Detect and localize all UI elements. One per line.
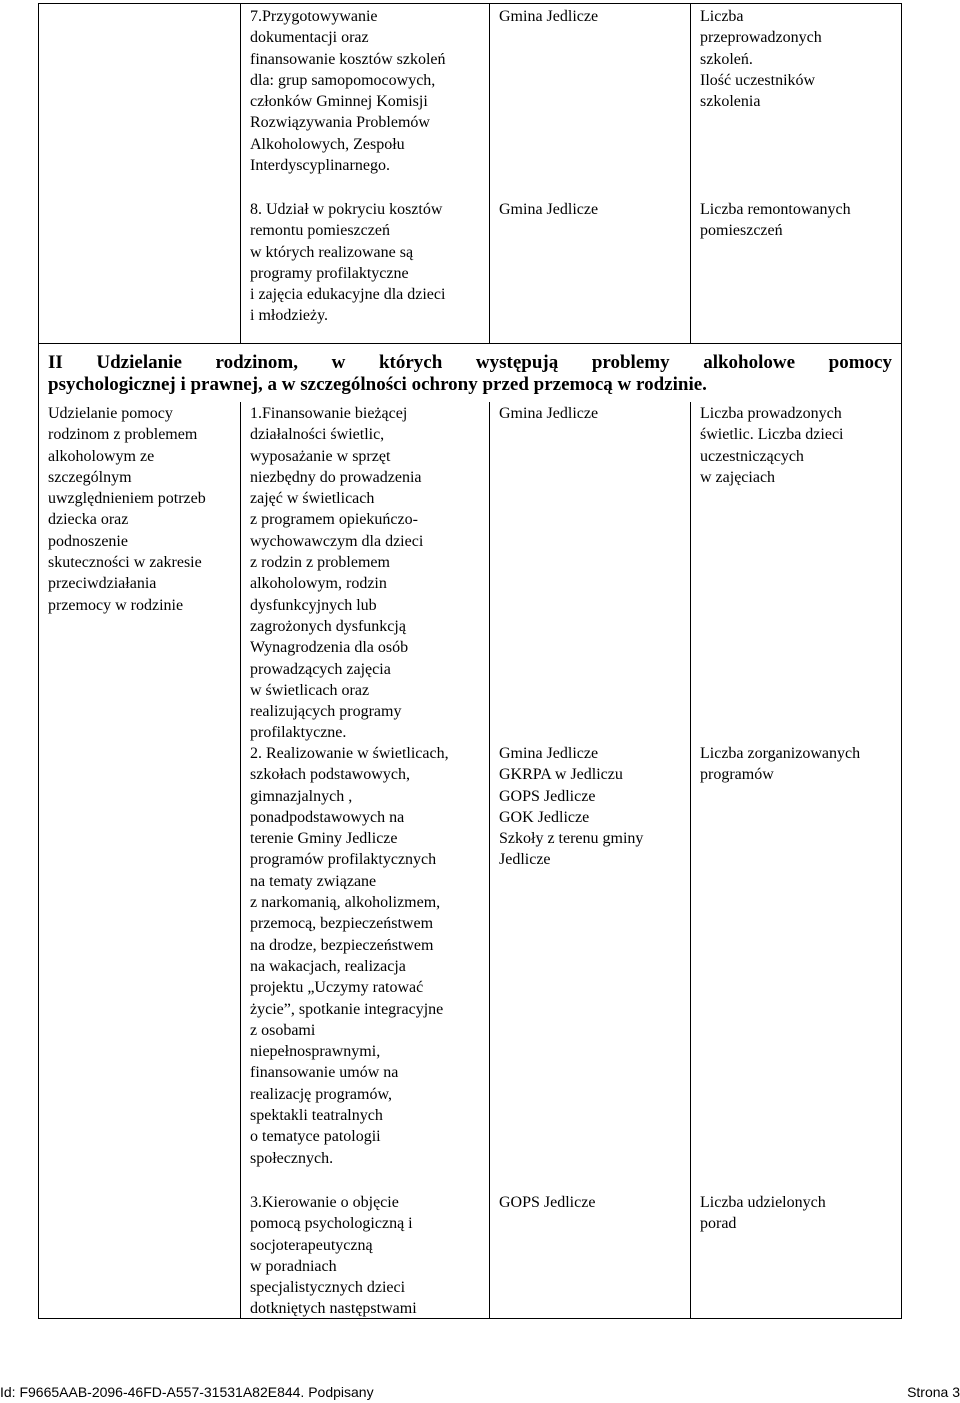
task-7-text: 7.Przygotowywanie dokumentacji oraz finansowanie kosztów szkoleń dla: grup samopomocowych, członków Gminnej Komisji Rozwiązywania Problemów Alkoholowych, Zespołu Interdyscyplinarnego.: [250, 8, 446, 175]
column-divider-1-lower: [240, 402, 241, 1319]
task-2-indicator: Liczba zorganizowanych programów: [700, 745, 861, 784]
task-3-indicator: Liczba udzielonych porad: [700, 1194, 826, 1233]
task-7-indicator: Liczba przeprowadzonych szkoleń. Ilość uczestników szkolenia: [700, 8, 822, 111]
task-1-text: 1.Finansowanie bieżącej działalności świetlic, wyposażanie w sprzęt niezbędny do prowadzenia zajęć w świetlicach z programem opiekuńczo- wychowawczym dla dzieci z rodzin z problemem alkoholowym, rodzin dysfunkcyjnych lub zagrożonych dysfunkcją Wynagrodzenia dla osób prowadzących zajęcia w świetlicach oraz realizujących programy profilaktyczne.: [250, 405, 424, 742]
task-1-entity: Gmina Jedlicze: [499, 405, 599, 422]
task-2-entity: Gmina Jedlicze GKRPA w Jedliczu GOPS Jedlicze GOK Jedlicze Szkoły z terenu gminy Jedlicze: [499, 745, 644, 869]
section-heading-line2: psychologicznej i prawnej, a w szczególności ochrony przed przemocą w rodzinie.: [48, 374, 707, 395]
task-3-text: 3.Kierowanie o objęcie pomocą psychologiczną i socjoterapeutyczną w poradniach specjalistycznych dzieci dotkniętych następstwami: [250, 1194, 417, 1318]
column-divider-1: [240, 3, 241, 343]
page-number: Strona 3: [907, 1384, 960, 1400]
column-divider-2-lower: [489, 402, 490, 1319]
column-divider-2: [489, 3, 490, 343]
task-8-indicator: Liczba remontowanych pomieszczeń: [700, 201, 851, 240]
task-8-text: 8. Udział w pokryciu kosztów remontu pomieszczeń w których realizowane są programy profilaktyczne i zajęcia edukacyjne dla dzieci i młodzieży.: [250, 201, 446, 325]
task-3-entity: GOPS Jedlicze: [499, 1194, 596, 1211]
task-1-indicator: Liczba prowadzonych świetlic. Liczba dzieci uczestniczących w zajęciach: [700, 405, 844, 486]
row-divider-top: [38, 343, 902, 344]
column-divider-3-lower: [690, 402, 691, 1319]
task-7-entity: Gmina Jedlicze: [499, 8, 599, 25]
section-heading: [48, 352, 892, 396]
section-heading-line1: II Udzielanie rodzinom, w których występują problemy alkoholowe pomocy: [48, 352, 892, 373]
document-id: Id: F9665AAB-2096-46FD-A557-31531A82E844. Podpisany: [0, 1384, 374, 1400]
task-8-entity: Gmina Jedlicze: [499, 201, 599, 218]
goal-text: Udzielanie pomocy rodzinom z problemem alkoholowym ze szczególnym uwzględnieniem potrzeb dziecka oraz podnoszenie skuteczności w zakresie przeciwdziałania przemocy w rodzinie: [48, 405, 206, 614]
page-footer: [0, 1382, 960, 1402]
column-divider-3: [690, 3, 691, 343]
task-2-text: 2. Realizowanie w świetlicach, szkołach podstawowych, gimnazjalnych , ponadpodstawowych na terenie Gminy Jedlicze programów profilaktycznych na tematy związane z narkomanią, alkoholizmem, przemocą, bezpieczeństwem na drodze, bezpieczeństwem na wakacjach, realizacja projektu „Uczymy ratować życie”, spotkanie integracyjne z osobami niepełnosprawnymi, finansowanie umów na realizację programów, spektakli teatralnych o tematyce patologii społecznych.: [250, 745, 449, 1167]
